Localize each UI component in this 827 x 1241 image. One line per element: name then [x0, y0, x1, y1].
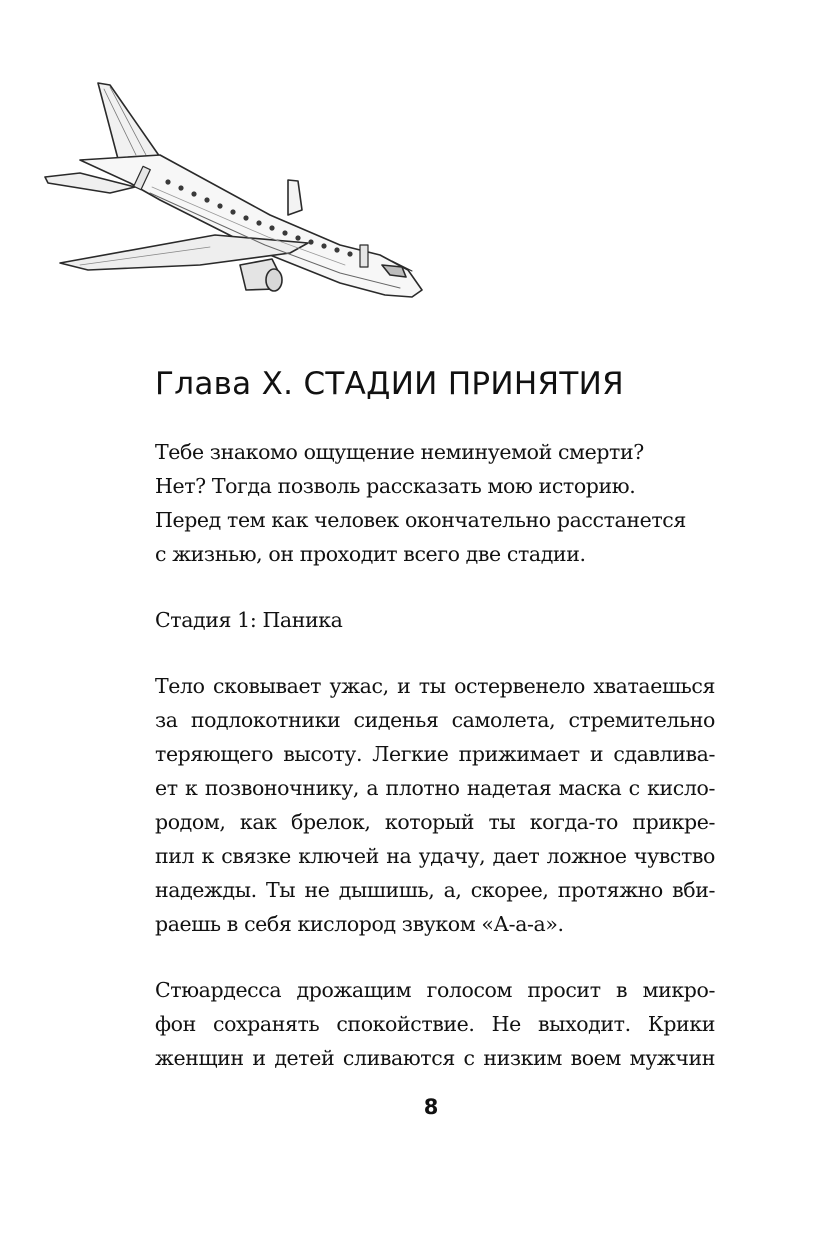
text-line: Перед тем как человек окончательно расстанется	[155, 508, 686, 532]
page-number: 8	[423, 1095, 439, 1119]
paragraph	[155, 669, 715, 941]
text-line: с жизнью, он проходит всего две стадии.	[155, 542, 586, 566]
paragraph	[155, 435, 715, 571]
text-line: ет к позвоночнику, а плотно надетая маска с кисло-	[155, 776, 715, 800]
text-line: Тело сковывает ужас, и ты остервенело хватаешься	[155, 674, 715, 698]
text-line: родом, как брелок, который ты когда-то прикре-	[155, 810, 715, 834]
body-text	[155, 435, 715, 1075]
text-line: надежды. Ты не дышишь, а, скорее, протяжно вби-	[155, 878, 715, 902]
text-line: раешь в себя кислород звуком «А-а-а».	[155, 912, 564, 936]
text-line: Нет? Тогда позволь рассказать мою историю.	[155, 474, 636, 498]
paragraph	[155, 603, 715, 637]
paragraph-gap	[155, 571, 715, 603]
text-line: Стадия 1: Паника	[155, 608, 343, 632]
text-line: женщин и детей сливаются с низким воем мужчин	[155, 1046, 715, 1070]
text-line: Стюардесса дрожащим голосом просит в микро-	[155, 978, 715, 1002]
text-line: Тебе знакомо ощущение неминуемой смерти?	[155, 440, 644, 464]
chapter-title: Глава X. СТАДИИ ПРИНЯТИЯ	[155, 366, 624, 402]
text-line: пил к связке ключей на удачу, дает ложное чувство	[155, 844, 715, 868]
text-line: за подлокотники сиденья самолета, стремительно	[155, 708, 715, 732]
text-line: теряющего высоту. Легкие прижимает и сдавлива-	[155, 742, 715, 766]
text-line: фон сохранять спокойствие. Не выходит. Крики	[155, 1012, 715, 1036]
tail-fin	[98, 83, 160, 159]
paragraph-gap	[155, 941, 715, 973]
paragraph	[155, 973, 715, 1075]
paragraph-gap	[155, 637, 715, 669]
airplane-illustration	[40, 75, 440, 310]
